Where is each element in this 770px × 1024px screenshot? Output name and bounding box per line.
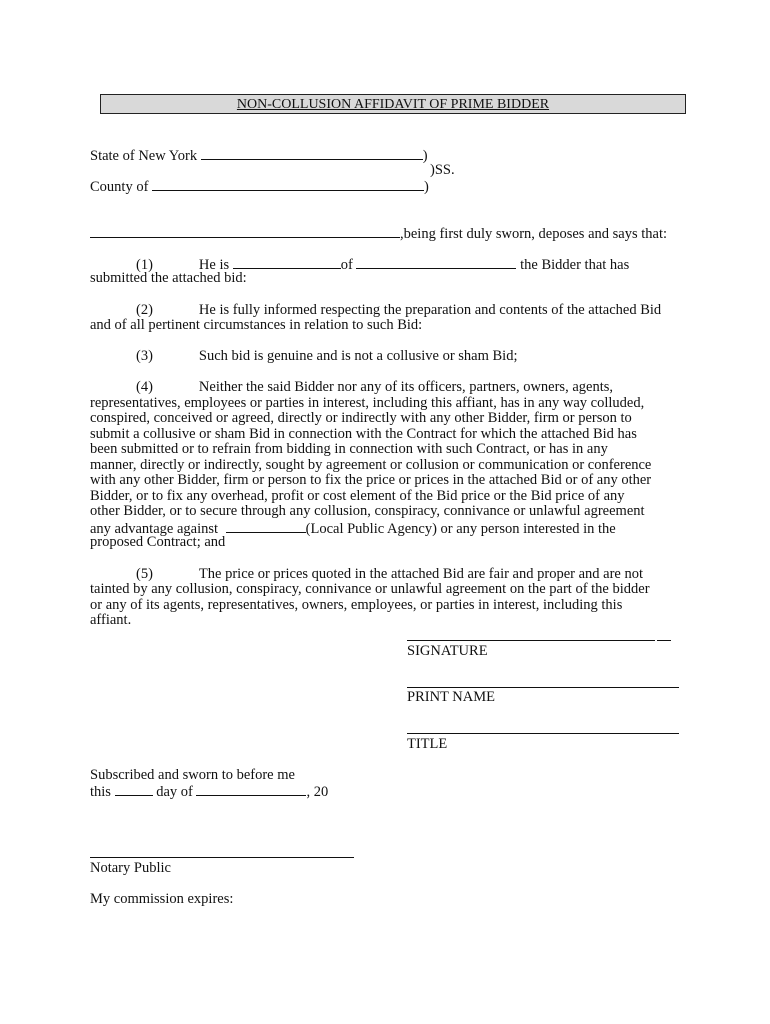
signature-line-tail (657, 640, 671, 641)
venue-paren-1: ) (422, 148, 428, 164)
item-4-number: (4) (136, 379, 153, 395)
item-3-line-1 (136, 348, 517, 364)
item-5-line-4: affiant. (90, 612, 132, 628)
item-4-line-1 (136, 379, 613, 395)
ss-label: )SS. (430, 162, 455, 178)
item-1-line-2: submitted the attached bid: (90, 270, 247, 286)
state-label: State of New York (90, 148, 198, 164)
print-name-line[interactable] (407, 687, 679, 688)
agency-blank[interactable] (226, 519, 306, 533)
item-1-rest: the Bidder that has (520, 257, 630, 273)
advantage-pre: any advantage against (90, 521, 219, 537)
position-blank[interactable] (233, 255, 341, 269)
this-label: this (90, 784, 111, 800)
item-2-line-2: and of all pertinent circumstances in relation to such Bid: (90, 317, 423, 333)
item-4-line-3: conspired, conceived or agreed, directly or indirectly with any other Bidder, firm or person to (90, 410, 632, 426)
item-1-he-is: He is (198, 257, 230, 273)
item-3-number: (3) (136, 348, 153, 364)
item-1-number: (1) (136, 257, 153, 273)
commission-expires-label: My commission expires: (90, 891, 234, 907)
signature-label: SIGNATURE (407, 643, 488, 659)
item-4-line-7: with any other Bidder, firm or person to fix the price or prices in the attached Bid or of any other (90, 472, 652, 488)
item-5-line-2: tainted by any collusion, conspiracy, connivance or unlawful agreement on the part of the bidder (90, 581, 650, 597)
title-line[interactable] (407, 733, 679, 734)
county-label: County of (90, 179, 149, 195)
item-4-line-4: submit a collusive or sham Bid in connection with the Contract for which the attached Bid has (90, 426, 637, 442)
state-line (90, 146, 428, 164)
item-4-text-0: Neither the said Bidder nor any of its officers, partners, owners, agents, (198, 379, 613, 395)
item-4-line-8: Bidder, or to fix any overhead, profit or cost element of the Bid price or the Bid price of any (90, 488, 625, 504)
advantage-post: (Local Public Agency) or any person interested in the (305, 521, 616, 537)
venue-paren-3: ) (424, 179, 429, 195)
year-label: , 20 (306, 784, 329, 800)
item-5-text-0: The price or prices quoted in the attached Bid are fair and proper and are not (198, 566, 643, 582)
document-title-box (100, 94, 686, 114)
affiant-name-blank[interactable] (90, 224, 400, 238)
signature-line[interactable] (407, 640, 655, 641)
item-5-line-3: or any of its agents, representatives, owners, employees, or parties in interest, including this (90, 597, 623, 613)
item-3-text: Such bid is genuine and is not a collusive or sham Bid; (198, 348, 518, 364)
county-line (90, 177, 429, 195)
notary-signature-line[interactable] (90, 857, 354, 858)
state-blank[interactable] (201, 146, 423, 160)
day-blank[interactable] (115, 782, 153, 796)
county-blank[interactable] (152, 177, 424, 191)
subscribed-line: Subscribed and sworn to before me (90, 767, 295, 783)
item-5-number: (5) (136, 566, 153, 582)
item-5-line-1 (136, 566, 643, 582)
item-4-line-9: other Bidder, or to secure through any collusion, conspiracy, connivance or unlawful agreement (90, 503, 645, 519)
day-of-label: day of (156, 784, 193, 800)
document-title: NON-COLLUSION AFFIDAVIT OF PRIME BIDDER (236, 97, 550, 112)
item-4-line-6: manner, directly or indirectly, sought by agreement or collusion or communication or conference (90, 457, 652, 473)
date-line (90, 782, 328, 800)
title-label: TITLE (407, 736, 448, 752)
item-2-number: (2) (136, 302, 153, 318)
notary-public-label: Notary Public (90, 860, 171, 876)
sworn-text: ,being first duly sworn, deposes and says that: (400, 226, 668, 242)
item-4-line-11: proposed Contract; and (90, 534, 226, 550)
sworn-line (90, 224, 667, 242)
month-blank[interactable] (196, 782, 306, 796)
item-2-line-1 (136, 302, 661, 318)
item-4-line-2: representatives, employees or parties in interest, including this affiant, has in any way colluded, (90, 395, 645, 411)
item-4-line-5: been submitted or to refrain from bidding in connection with such Contract, or has in any (90, 441, 608, 457)
item-2-text: He is fully informed respecting the preparation and contents of the attached Bid (198, 302, 662, 318)
bidder-name-blank[interactable] (356, 255, 516, 269)
item-1-of: of (340, 257, 353, 273)
print-name-label: PRINT NAME (407, 689, 495, 705)
